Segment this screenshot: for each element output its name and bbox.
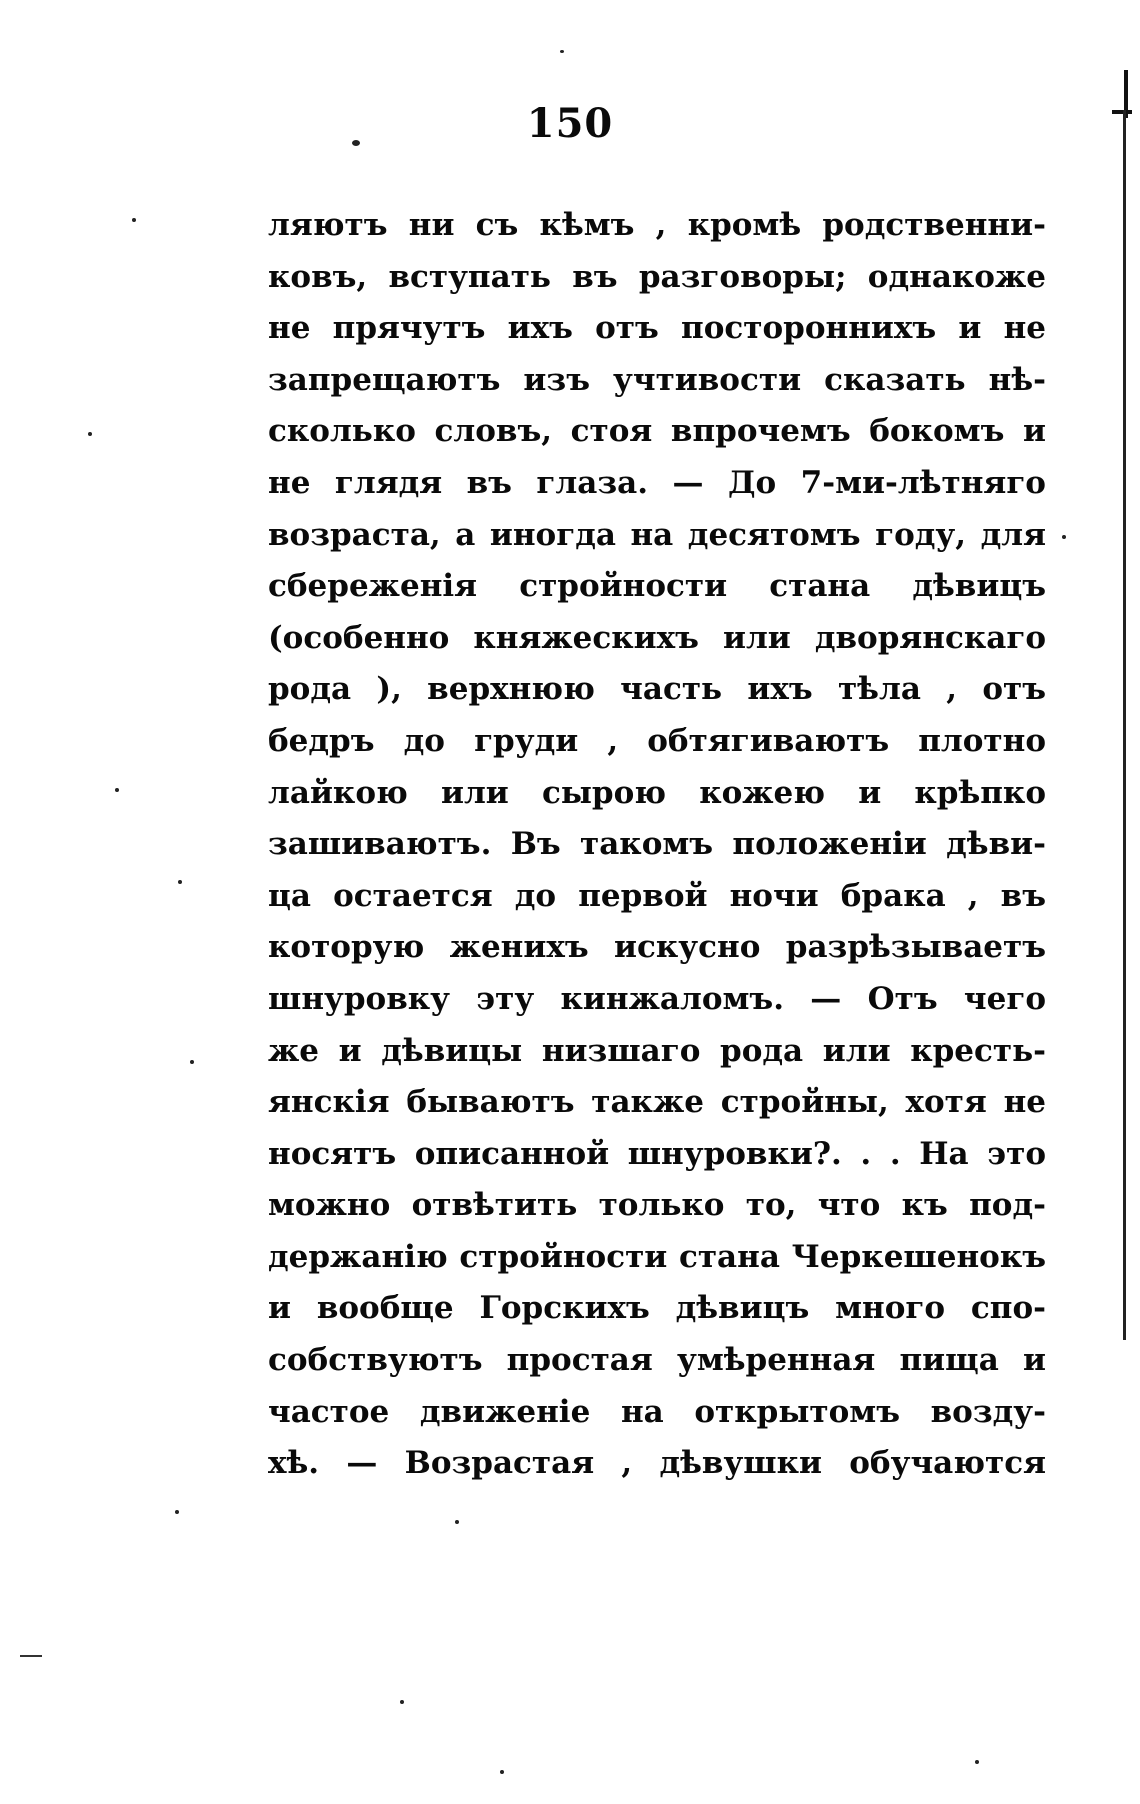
text-line: возраста, а иногда на десятомъ году, для	[268, 516, 1046, 553]
text-line: и вообще Горскихъ дѣвицъ много спо-	[268, 1290, 1046, 1327]
scan-speck	[400, 1700, 404, 1704]
scan-speck	[115, 788, 119, 792]
scan-speck	[560, 50, 564, 53]
text-line: держанію стройности стана Черкешенокъ	[268, 1238, 1046, 1275]
text-line: зашиваютъ. Въ такомъ положеніи дѣви-	[268, 826, 1046, 863]
binding-edge-line	[1123, 110, 1126, 1340]
scan-speck	[88, 432, 92, 436]
text-line: собствуютъ простая умѣренная пища и	[268, 1342, 1046, 1379]
text-line: носятъ описанной шнуровки?. . . На это	[268, 1135, 1046, 1172]
text-line: янскія бываютъ также стройны, хотя не	[268, 1084, 1046, 1121]
scan-speck	[455, 1520, 459, 1524]
scan-speck	[132, 218, 136, 222]
text-line: ковъ, вступать въ разговоры; однакоже	[268, 258, 1046, 295]
text-line: запрещаютъ изъ учтивости сказать нѣ-	[268, 361, 1046, 398]
scan-speck	[352, 140, 360, 146]
text-line: которую женихъ искусно разрѣзываетъ	[268, 929, 1046, 966]
text-line: частое движеніе на открытомъ возду-	[268, 1393, 1046, 1430]
text-line: же и дѣвицы низшаго рода или кресть-	[268, 1032, 1046, 1069]
text-line: ца остается до первой ночи брака , въ	[268, 877, 1046, 914]
text-line: не прячутъ ихъ отъ постороннихъ и не	[268, 310, 1046, 347]
text-line: рода ), верхнюю часть ихъ тѣла , отъ	[268, 671, 1046, 708]
scan-speck	[500, 1770, 504, 1774]
text-line: шнуровку эту кинжаломъ. — Отъ чего	[268, 980, 1046, 1017]
body-text	[268, 200, 1046, 1490]
margin-dash-mark	[20, 1655, 42, 1657]
text-line: можно отвѣтить только то, что къ под-	[268, 1187, 1046, 1224]
binding-edge-tick	[1112, 110, 1132, 114]
scan-speck	[190, 1060, 194, 1064]
text-line: не глядя въ глаза. — До 7-ми-лѣтняго	[268, 464, 1046, 501]
text-line: сколько словъ, стоя впрочемъ бокомъ и	[268, 413, 1046, 450]
text-line: хѣ. — Возрастая , дѣвушки обучаются	[268, 1445, 1046, 1482]
scan-speck	[178, 880, 182, 884]
text-line: ляютъ ни съ кѣмъ , кромѣ родственни-	[268, 207, 1046, 243]
text-line: лайкою или сырою кожею и крѣпко	[268, 774, 1046, 811]
page-number: 150	[526, 100, 614, 147]
scan-speck	[975, 1760, 979, 1764]
text-line: бедръ до груди , обтягиваютъ плотно	[268, 722, 1046, 759]
scan-speck	[1062, 535, 1066, 539]
text-line: (особенно княжескихъ или дворянскаго	[268, 619, 1046, 656]
scan-speck	[175, 1510, 179, 1514]
text-line: сбереженія стройности стана дѣвицъ	[268, 568, 1046, 605]
